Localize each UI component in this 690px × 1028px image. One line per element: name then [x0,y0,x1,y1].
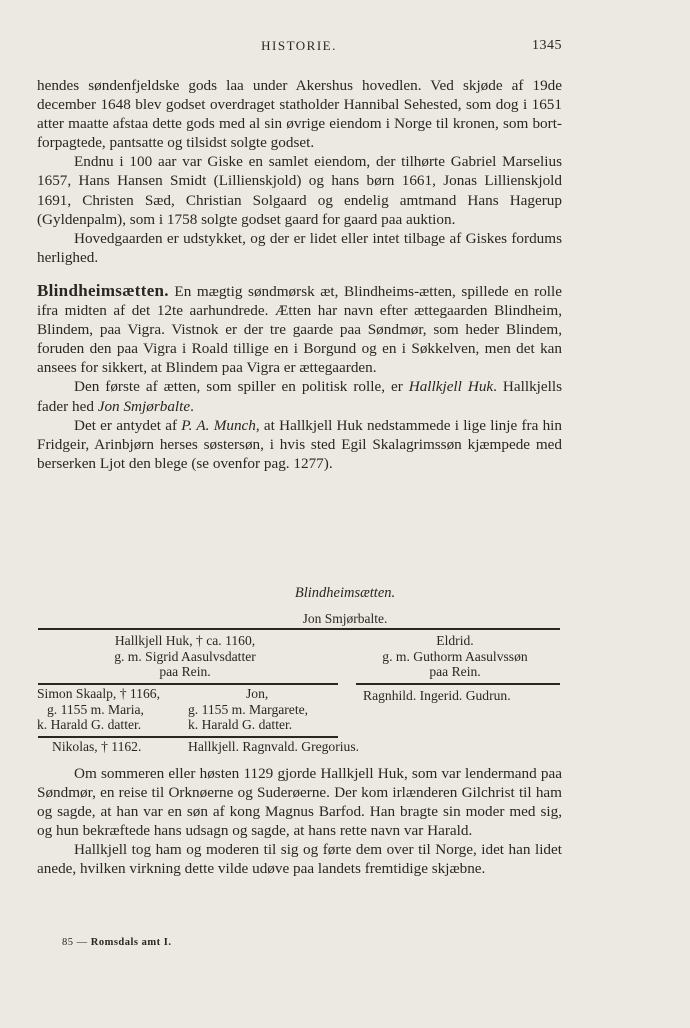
page-header [36,38,562,58]
footnote-dash: — [76,937,88,948]
gen3-daughters: Ragnhild. Ingerid. Gudrun. [363,688,511,703]
genealogy-rule-2a [38,683,338,685]
footnote-number: 85 [62,937,74,948]
running-head: HISTORIE. [261,38,337,53]
gen3-jon [188,686,338,733]
gen3-a-line-1: Simon Skaalp, † 1166, [37,686,160,701]
footnote [62,937,171,948]
paragraph-7: Om sommeren eller høsten 1129 gjorde Hallkjell Huk, som var lendermand paa Søndmør, en reise til Orknøerne og Suderøerne. Der kom irlænderen Gilchrist til ham og sagde, at han var en søn af kong Magnus Barfod. Han bragte sin moder med sig, og hun bekræftede hans udsagn og sagde, at hans rette navn var Harald. [37,765,562,840]
gen4-nikolas: Nikolas, † 1162. [52,739,142,754]
paragraph-6 [37,416,562,473]
upper-text [37,76,562,473]
paragraph-4-text: En mægtig søndmørsk æt, Blindheims-ætten, spillede en rolle ifra midten af det 12te aarhundrede. Ætten har navn efter ættegaarden Blindheim, Blindem, paa Vigra. Vistnok er der tre gaarde paa Søndmør, som heder Blindem, foruden den paa Vigra i Roald tillige en i Borgund og en i Søkkelven, men det kan ansees for sikkert, at Blindem paa Vigra er ættegaarden. [37,282,562,377]
genealogy-title: Blindheimsætten. [294,585,396,601]
p5-text-b: . Hallkjells fader hed [37,378,562,415]
genealogy-rule-3 [38,736,338,738]
gen2-right-line-3: paa Rein. [429,664,481,680]
person-hallkjell-huk: Hallkjell Huk [408,378,494,396]
gen2-right-line-2: g. m. Guthorm Aasulvssøn [382,648,528,664]
gen3-b-line-3: k. Harald G. datter. [188,717,293,733]
paragraph-4 [37,281,562,377]
paragraph-1: hendes søndenfjeldske gods laa under Akershus hovedlen. Ved skjøde af 19de december 1648 blev godset overdraget statholder Hannibal Sehested, som dog i 1651 atter maatte afstaa dette gods med al sin øvrige eiendom i Norge til kronen, som bort-forpagtede, pantsatte og tilsidst solgte godset. [37,77,562,152]
p5-text-c: . [190,397,194,415]
paragraph-8: Hallkjell tog ham og moderen til sig og førte dem over til Norge, idet han lidet anede, hvilken virkning dette vilde udøve paa landets fremtidige skjæbne. [37,841,562,878]
genealogy-rule-1 [38,628,560,630]
paragraph-5 [37,377,562,415]
gen2-left-line-1: Hallkjell Huk, † ca. 1160, [114,633,256,648]
genealogy-root: Jon Smjørbalte. [302,611,388,626]
gen3-a-line-3: k. Harald G. datter. [37,717,142,733]
author-munch: P. A. Munch [181,416,256,434]
gen3-b-line-1: Jon, [246,686,269,701]
p5-text-a: Den første af ætten, som spiller en politisk rolle, er [74,378,409,396]
gen2-hallkjell [55,633,315,680]
paragraph-3: Hovedgaarden er udstykket, og der er lidet eller intet tilbage af Giskes fordums herlighed. [37,229,562,266]
p6-text-b: , at Hallkjell Huk nedstammede i lige linje fra hin Fridgeir, Arinbjørn herses søstersøn, i hvis sted Egil Skalagrimssøn kjæmpede med berserken Ljot den blege (se ovenfor pag. 1277). [37,416,562,472]
section-title: Blindheimsætten. [37,280,169,300]
person-jon-smjorbalte: Jon Smjørbalte [97,397,191,415]
p6-text-a: Det er antydet af [74,416,182,434]
gen2-right-line-1: Eldrid. [436,633,474,648]
paragraph-2: Endnu i 100 aar var Giske en samlet eiendom, der tilhørte Gabriel Marselius 1657, Hans Hansen Smidt (Lillienskjold) og hans børn 1661, Jonas Lillienskjold 1691, Christen Sæd, Christian Solgaard og endelig amtmand Hans Hagerup (Gyldenpalm), som i 1758 solgte godset gaard for gaard paa auktion. [37,153,562,228]
gen2-left-line-3: paa Rein. [159,664,211,680]
lower-text [37,764,562,879]
footnote-source: Romsdals amt I. [90,937,172,948]
gen4-sons: Hallkjell. Ragnvald. Gregorius. [188,739,360,754]
gen3-simon [37,686,187,733]
gen2-left-line-2: g. m. Sigrid Aasulvsdatter [114,648,256,664]
gen3-a-line-2: g. 1155 m. Maria, [47,701,144,717]
page-number: 1345 [532,38,562,53]
gen3-b-line-2: g. 1155 m. Margarete, [188,701,309,717]
genealogy-rule-2b [356,683,560,685]
gen2-eldrid [350,633,560,680]
